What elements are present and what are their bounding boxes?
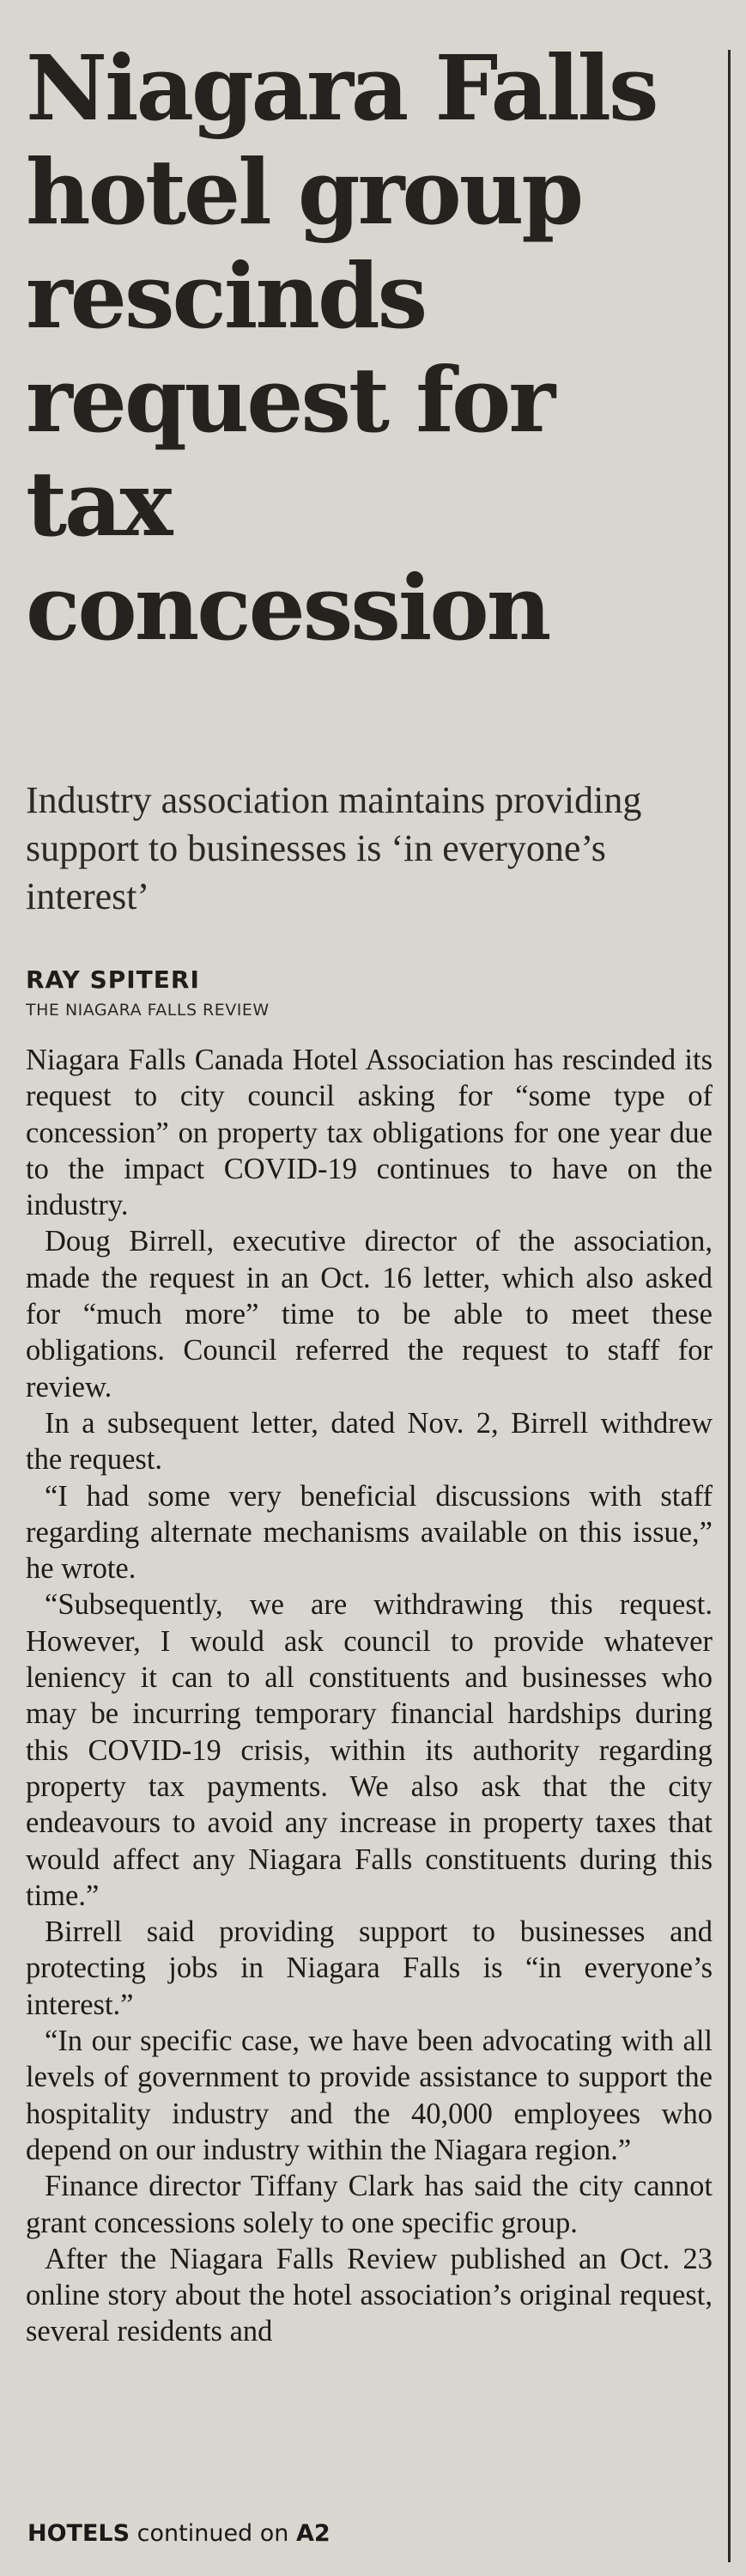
paragraph: Birrell said providing support to businesses and protecting jobs in Niagara Falls is “in everyone’s interest.” [26,1915,713,2021]
paragraph: Niagara Falls Canada Hotel Association has rescinded its request to city council asking for “some type of concession” on property tax obligations for one year due to the impact COVID-19 continues to have on the industry. [26,1044,713,1222]
jump-page: A2 [296,2520,331,2547]
news-clipping [26,36,713,2350]
paragraph: In a subsequent letter, dated Nov. 2, Birrell withdrew the request. [26,1406,713,1477]
deck-subheadline: Industry association maintains providing support to businesses is ‘in everyone’s interest’ [26,779,642,917]
jump-keyword: HOTELS [27,2520,130,2547]
paragraph: “I had some very beneficial discussions with staff regarding alternate mechanisms available on this issue,” he wrote. [26,1479,713,1586]
jump-text: continued on [136,2520,289,2547]
paragraph: “Subsequently, we are withdrawing this request. However, I would ask council to provide whatever leniency it can to all constituents and businesses who may be incurring temporary financial hardships during this COVID-19 crisis, within its authority regarding property tax payments. We also ask that the city endeavours to avoid any increase in property taxes that would affect any Niagara Falls constituents during this time.” [26,1588,713,1912]
headline: Niagara Falls hotel group rescinds request for tax concession [26,35,657,661]
publication-credit: THE NIAGARA FALLS REVIEW [26,1001,270,1020]
column-rule [728,50,731,2562]
paragraph: After the Niagara Falls Review published an Oct. 23 online story about the hotel association’s original request, several residents and [26,2242,713,2348]
paragraph: Doug Birrell, executive director of the association, made the request in an Oct. 16 letter, which also asked for “much more” time to be able to meet these obligations. Council referred the request to staff for review. [26,1225,713,1404]
article-body [26,1042,713,2350]
continuation-line [27,2520,331,2547]
paragraph: Finance director Tiffany Clark has said the city cannot grant concessions solely to one specific group. [26,2170,713,2239]
byline: RAY SPITERI [26,965,200,994]
paragraph: “In our specific case, we have been advocating with all levels of government to provide assistance to support the hospitality industry and the 40,000 employees who depend on our industry within the Niagara region.” [26,2025,713,2166]
